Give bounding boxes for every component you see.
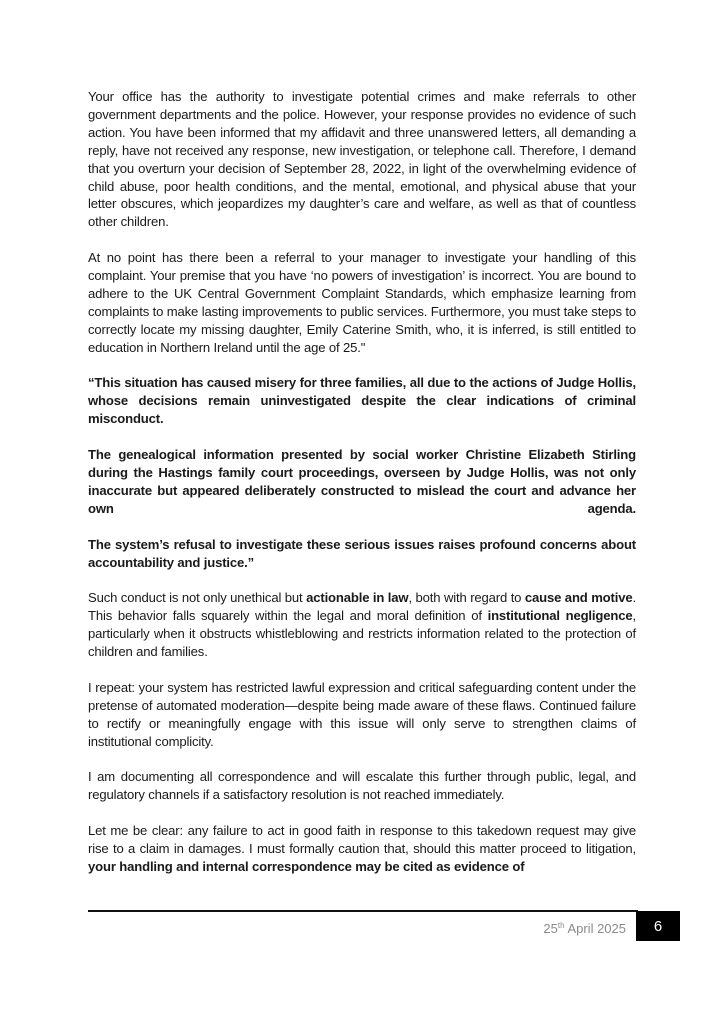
date-suffix: th [557,921,565,930]
paragraph-let-me-be-clear [88,822,636,876]
text-segment: “This situation has caused misery for three families, all due to the actions of Judge Hollis, whose decisions remain uninvestigated despite the clear indications of criminal misconduct. [88,375,636,427]
paragraph-i-repeat [88,679,636,751]
emphasis-cause-and-motive: cause and motive [524,590,633,606]
emphasis-institutional-negligence: institutional negligence [487,608,633,624]
footer-divider [88,910,638,912]
paragraph-documenting [88,768,636,804]
text-segment: , particularly when it obstructs whistleblowing and restricts information related to the protection of children and families. [88,608,636,660]
paragraph-quote-genealogical [88,446,636,518]
text-segment: , both with regard to [408,590,525,606]
text-segment: . This behavior falls squarely within the legal and moral definition of [88,590,636,624]
date-month-year: April 2025 [564,921,626,936]
text-segment: Such conduct is not only unethical but [88,590,307,606]
date-day: 25 [543,921,558,936]
paragraph-actionable-in-law [88,589,636,661]
text-segment: I repeat: your system has restricted lawful expression and critical safeguarding content under the pretense of automated moderation—despite being made aware of these flaws. Continued failure to rectify or meaningfully engage with this issue will only serve to strengthen claims of institutional complicity. [88,679,636,749]
document-body [88,88,636,894]
text-segment: Your office has the authority to investigate potential crimes and make referrals to other government departments and the police. However, your response provides no evidence of such action. You have been informed that my affidavit and three unanswered letters, all demanding a reply, have not received any response, new investigation, or telephone call. Therefore, I demand that you overturn your decision of September 28, 2022, in light of the overwhelming evidence of child abuse, poor health conditions, and the mental, emotional, and physical abuse that your letter obscures, which jeopardizes my daughter’s care and welfare, as well as that of countless other children. [88,89,636,230]
footer-date [543,921,626,936]
text-segment: The system’s refusal to investigate these serious issues raises profound concerns about accountability and justice.” [88,536,636,570]
text-segment: At no point has there been a referral to your manager to investigate your handling of this complaint. Your premise that you have ‘no powers of investigation’ is incorrect. You are bound to adhere to the UK Central Government Complaint Standards, which emphasize learning from complaints to make lasting improvements to public services. Furthermore, you must take steps to correctly locate my missing daughter, Emily Caterine Smith, who, it is inferred, is still entitled to education in Northern Ireland until the age of 25." [88,250,636,355]
emphasis-actionable-in-law: actionable in law [306,590,409,606]
text-segment: Let me be clear: any failure to act in good faith in response to this takedown request may give rise to a claim in damages. I must formally caution that, should this matter proceed to litigation, [88,823,636,856]
page-number [636,911,680,941]
emphasis-handling-evidence: your handling and internal correspondence may be cited as evidence of [88,858,525,874]
text-segment: The genealogical information presented by social worker Christine Elizabeth Stirling during the Hastings family court proceedings, overseen by Judge Hollis, was not only inaccurate but appeared deliberately constructed to mislead the court and advance her own agenda. [88,447,636,516]
text-segment: I am documenting all correspondence and will escalate this further through public, legal, and regulatory channels if a satisfactory resolution is not reached immediately. [88,769,636,803]
paragraph-authority-referrals [88,88,636,231]
page-number-label: 6 [653,917,663,935]
paragraph-quote-refusal [88,536,636,572]
paragraph-no-referral [88,249,636,356]
paragraph-quote-misery [88,374,636,428]
